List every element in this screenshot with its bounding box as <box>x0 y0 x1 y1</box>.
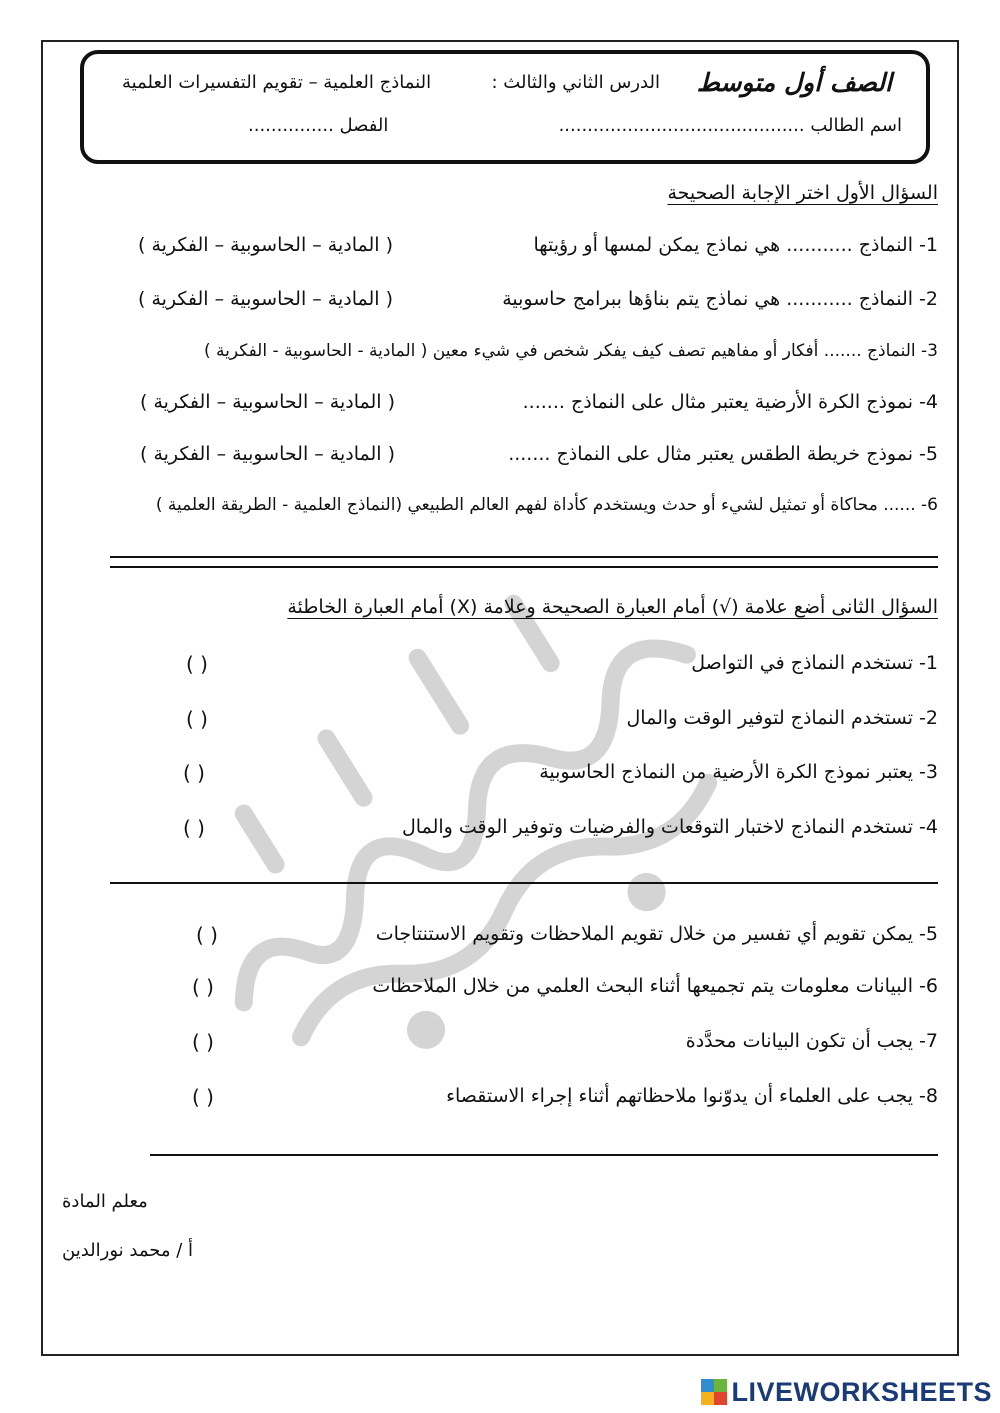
q1-item-4: 4- نموذج الكرة الأرضية يعتبر مثال على النماذج ....... <box>522 391 938 413</box>
q2-item-6-answer[interactable]: ( ) <box>192 975 214 999</box>
q2-title: السؤال الثانى أضع علامة (√) أمام العبارة الصحيحة وعلامة (X) أمام العبارة الخاطئة <box>287 596 938 618</box>
teacher-name: أ / محمد نورالدين <box>62 1240 193 1261</box>
lesson-title: النماذج العلمية – تقويم التفسيرات العلمية <box>122 72 432 93</box>
logo-icon <box>701 1379 727 1405</box>
class-field[interactable]: الفصل ............... <box>248 115 389 136</box>
q2-item-6: 6- البيانات معلومات يتم تجميعها أثناء البحث العلمي من خلال الملاحظات <box>372 975 938 997</box>
q2-item-7: 7- يجب أن تكون البيانات محدَّدة <box>685 1030 938 1052</box>
q1-item-1-options[interactable]: ( المادية – الحاسوبية – الفكرية ) <box>138 234 394 256</box>
q2-item-2-answer[interactable]: ( ) <box>186 707 208 731</box>
q2-item-4-answer[interactable]: ( ) <box>183 816 205 840</box>
q2-item-8: 8- يجب على العلماء أن يدوّنوا ملاحظاتهم أثناء إجراء الاستقصاء <box>446 1085 938 1107</box>
logo-text: LIVEWORKSHEETS <box>731 1376 992 1407</box>
q2-item-2: 2- تستخدم النماذج لتوفير الوقت والمال <box>626 707 938 729</box>
q2-item-3-answer[interactable]: ( ) <box>183 761 205 785</box>
q2-item-1-answer[interactable]: ( ) <box>186 652 208 676</box>
q1-item-6: 6- ...... محاكاة أو تمثيل لشيء أو حدث ويستخدم كأداة لفهم العالم الطبيعي (النماذج العلمية - الطريقة العلمية ) <box>155 495 938 515</box>
q2-item-5-answer[interactable]: ( ) <box>196 923 218 947</box>
lesson-number: الدرس الثاني والثالث : <box>491 72 660 93</box>
q2-item-8-answer[interactable]: ( ) <box>192 1085 214 1109</box>
q2-item-3: 3- يعتبر نموذج الكرة الأرضية من النماذج الحاسوبية <box>539 761 938 783</box>
q2-item-1: 1- تستخدم النماذج في التواصل <box>691 652 938 674</box>
q1-item-5: 5- نموذج خريطة الطقس يعتبر مثال على النماذج ....... <box>508 443 938 465</box>
q1-item-2-options[interactable]: ( المادية – الحاسوبية – الفكرية ) <box>138 288 394 310</box>
q2-item-5: 5- يمكن تقويم أي تفسير من خلال تقويم الملاحظات وتقويم الاستنتاجات <box>375 923 938 945</box>
q1-item-3: 3- النماذج ....... أفكار أو مفاهيم تصف كيف يفكر شخص في شيء معين ( المادية - الحاسوبية - الفكرية ) <box>203 341 938 361</box>
q1-title: السؤال الأول اختر الإجابة الصحيحة <box>667 182 938 204</box>
q1-item-4-options[interactable]: ( المادية – الحاسوبية – الفكرية ) <box>140 391 396 413</box>
q1-item-1: 1- النماذج ........... هي نماذج يمكن لمسها أو رؤيتها <box>533 234 938 256</box>
divider <box>110 556 938 558</box>
divider <box>110 566 938 568</box>
q2-item-4: 4- تستخدم النماذج لاختبار التوقعات والفرضيات وتوفير الوقت والمال <box>402 816 938 838</box>
teacher-label: معلم المادة <box>62 1191 148 1212</box>
liveworksheets-logo[interactable] <box>701 1377 992 1407</box>
divider <box>150 1154 938 1156</box>
divider <box>110 882 938 884</box>
q1-item-2: 2- النماذج ........... هي نماذج يتم بناؤها ببرامج حاسوبية <box>502 288 938 310</box>
q1-item-5-options[interactable]: ( المادية – الحاسوبية – الفكرية ) <box>140 443 396 465</box>
watermark-text: مدارس المنار الأهلية <box>60 560 69 561</box>
q2-item-7-answer[interactable]: ( ) <box>192 1030 214 1054</box>
student-name-field[interactable]: اسم الطالب ........................................... <box>558 115 902 136</box>
grade-title: الصف أول متوسط <box>696 68 892 97</box>
